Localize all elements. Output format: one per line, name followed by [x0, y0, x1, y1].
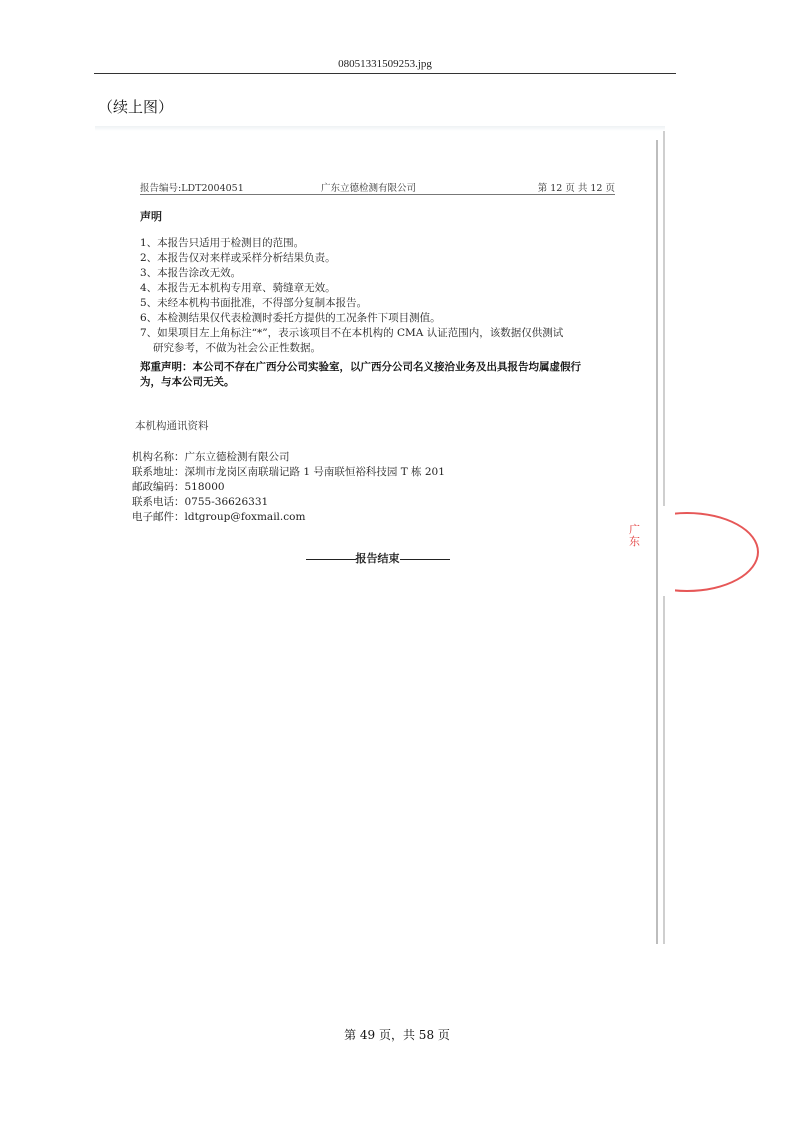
statement-item: 4、本报告无本机构专用章、骑缝章无效。 — [140, 282, 336, 294]
seal-text: 广东 — [629, 523, 640, 548]
contact-value: 广东立德检测有限公司 — [184, 451, 290, 463]
statement-item: 6、本检测结果仅代表检测时委托方提供的工况条件下项目测值。 — [140, 312, 441, 324]
contact-title: 本机构通讯资料 — [135, 420, 209, 432]
seal-mask — [615, 506, 675, 596]
statement-item: 1、本报告只适用于检测目的范围。 — [140, 237, 305, 249]
contact-value: 深圳市龙岗区南联瑞记路 1 号南联恒裕科技园 T 栋 201 — [184, 466, 445, 478]
contact-row — [132, 510, 552, 525]
report-end-marker — [295, 550, 460, 566]
contact-row — [132, 450, 552, 465]
contact-value: ldtgroup@foxmail.com — [184, 511, 306, 523]
page-footer: 第 49 页，共 58 页 — [344, 1028, 450, 1042]
contact-label: 电子邮件： — [132, 511, 185, 523]
contact-label: 联系地址： — [132, 466, 185, 478]
report-end-label: 报告结束 — [355, 552, 400, 565]
statement-item-continued: 研究参考，不做为社会公正性数据。 — [153, 342, 321, 354]
scan-right-edge — [656, 140, 658, 944]
document-header: 08051331509253.jpg — [94, 58, 676, 74]
notice-line: 为，与本公司无关。 — [140, 376, 235, 388]
notice-line: 郑重声明：本公司不存在广西分公司实验室，以广西分公司名义接洽业务及出具报告均属虚假行 — [140, 361, 581, 373]
statement-item: 2、本报告仅对来样或采样分析结果负责。 — [140, 252, 336, 264]
statement-item: 5、未经本机构书面批准，不得部分复制本报告。 — [140, 297, 368, 309]
statement-heading: 声明 — [140, 210, 162, 223]
continued-label: （续上图） — [98, 98, 174, 116]
report-header — [140, 180, 615, 195]
statement-item: 3、本报告涂改无效。 — [140, 267, 242, 279]
contact-label: 机构名称： — [132, 451, 185, 463]
statement-item: 7、如果项目左上角标注“*”，表示该项目不在本机构的 CMA 认证范围内，该数据仅供测试 — [140, 327, 564, 339]
contact-row — [132, 465, 552, 480]
contact-label: 联系电话： — [132, 496, 185, 508]
scan-top-edge — [95, 126, 665, 131]
scanned-report-page — [95, 126, 665, 944]
contact-row — [132, 480, 552, 495]
contact-value: 0755-36626331 — [184, 496, 269, 508]
statement-list — [140, 236, 620, 356]
end-dash-right — [400, 559, 450, 560]
report-number: 报告编号:LDT2004051 — [140, 183, 244, 194]
contact-value: 518000 — [184, 481, 225, 493]
contact-row — [132, 495, 552, 510]
report-page-count: 第 12 页 共 12 页 — [537, 183, 615, 194]
end-dash-left — [306, 559, 356, 560]
solemn-notice — [140, 360, 650, 390]
contact-label: 邮政编码： — [132, 481, 185, 493]
contact-info — [132, 450, 552, 525]
report-company: 广东立德检测有限公司 — [321, 183, 417, 194]
